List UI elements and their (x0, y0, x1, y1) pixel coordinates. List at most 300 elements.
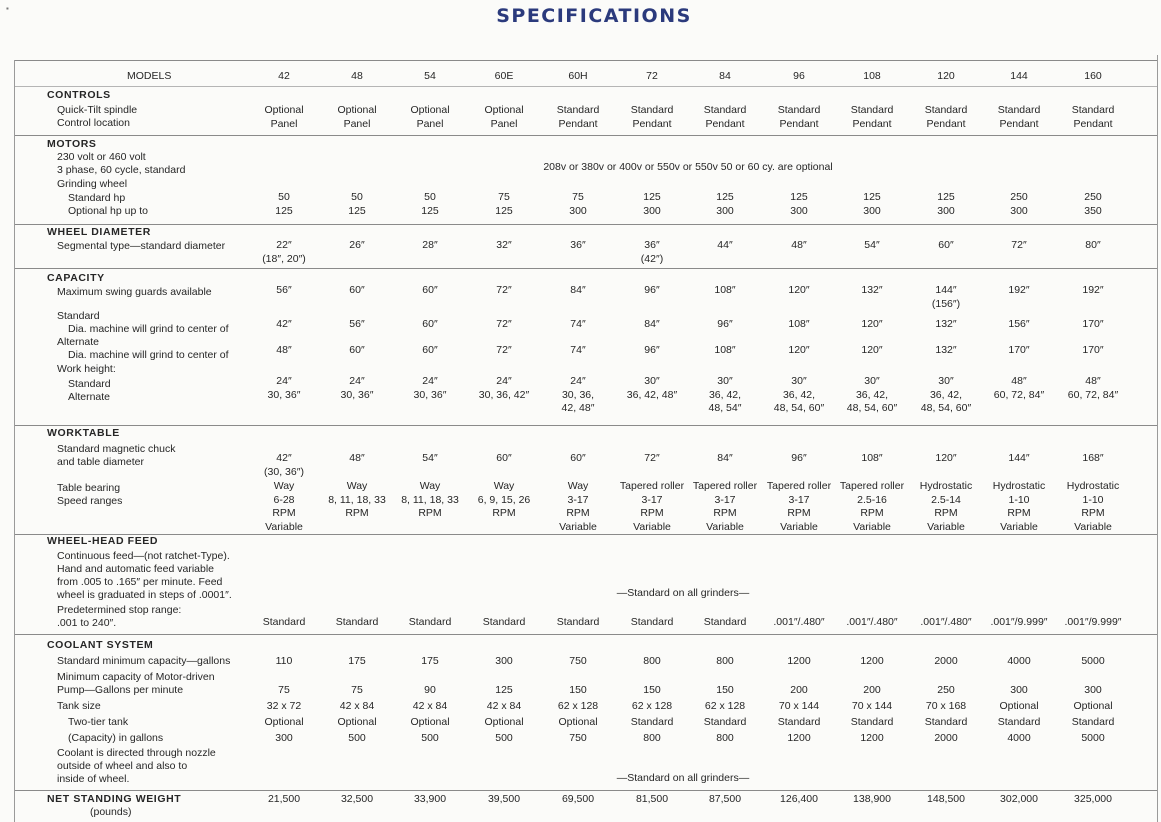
row-label: Standard minimum capacity—gallons (57, 655, 231, 667)
capacity-value-42: 42″ (276, 318, 292, 330)
capacity-value-96: 30″ (791, 375, 807, 387)
capacity-value-60H: 24″ (570, 375, 586, 387)
coolant-system-value-96: 70 x 144 (778, 700, 820, 712)
wheel-head-feed-value-60H: Standard (556, 616, 600, 628)
scan-mark: ▪ (6, 4, 9, 13)
motors-value-108: 125 (863, 191, 881, 203)
row-label: wheel is graduated in steps of .0001″. (57, 589, 232, 601)
row-divider (14, 790, 1157, 791)
section-title-motors: MOTORS (47, 138, 97, 150)
worktable-value-120: 120″ (935, 452, 957, 464)
row-label: Table bearing (57, 482, 121, 494)
table-border (1157, 55, 1158, 822)
capacity-value-120: 132″ (935, 318, 957, 330)
capacity-value-84: 48, 54″ (708, 402, 742, 414)
motors-value-72: 300 (643, 204, 661, 217)
worktable-value-144: 144″ (1008, 452, 1030, 464)
coolant-system-value-48: 500 (348, 732, 366, 744)
motors-value-120: 125 (937, 191, 955, 203)
model-header-108: 108 (863, 70, 881, 82)
controls-value-72: Pendant (632, 117, 672, 130)
coolant-system-value-72: 800 (643, 655, 661, 667)
coolant-system-value-42: 32 x 72 (266, 700, 302, 712)
wheel-head-feed-value-60E: Standard (482, 616, 526, 628)
coolant-system-value-72: Standard (630, 716, 674, 728)
worktable-value-144: Variable (1000, 520, 1038, 533)
row-label: Standard (57, 310, 100, 322)
capacity-value-42: 56″ (276, 284, 292, 296)
capacity-value-72: 30″ (644, 375, 660, 387)
row-label: Predetermined stop range: (57, 604, 182, 616)
coolant-system-value-96: 1200 (787, 655, 811, 667)
coolant-system-value-108: 1200 (860, 655, 884, 667)
coolant-system-value-54: 500 (421, 732, 439, 744)
wheel-head-feed-value-160: .001″/9.999″ (1064, 616, 1122, 628)
coolant-system-value-54: Optional (410, 716, 450, 728)
capacity-value-60H: 74″ (570, 344, 586, 356)
model-header-72: 72 (646, 70, 658, 82)
capacity-value-54: 60″ (422, 284, 438, 296)
row-label: Optional hp up to (68, 205, 148, 217)
capacity-value-84: 36, 42, (708, 388, 742, 401)
coolant-system-value-108: 200 (863, 684, 881, 696)
worktable-value-120: 2.5-14 (931, 493, 961, 506)
wheel-diameter-value-84: 44″ (717, 239, 733, 251)
capacity-value-108: 120″ (861, 318, 883, 330)
row-label: Dia. machine will grind to center of (68, 323, 229, 335)
controls-value-48: Panel (343, 117, 371, 130)
capacity-value-42: 48″ (276, 344, 292, 356)
capacity-value-48: 30, 36″ (340, 388, 374, 401)
wheel-diameter-value-144: 72″ (1011, 239, 1027, 251)
capacity-value-108: 30″ (864, 375, 880, 387)
motors-value-60H: 75 (572, 191, 584, 203)
motors-value-120: 300 (937, 204, 955, 217)
capacity-value-108: 120″ (861, 344, 883, 356)
controls-value-120: Standard (924, 104, 968, 116)
coolant-system-value-120: 2000 (934, 732, 958, 744)
coolant-system-value-60E: 500 (495, 732, 513, 744)
capacity-value-108: 36, 42, (855, 388, 889, 401)
spanning-note: —Standard on all grinders— (616, 772, 750, 784)
capacity-value-144: 170″ (1008, 344, 1030, 356)
capacity-value-120: 48, 54, 60″ (920, 402, 972, 414)
coolant-system-value-120: 2000 (934, 655, 958, 667)
motors-value-144: 300 (1010, 204, 1028, 217)
coolant-system-value-72: 150 (643, 684, 661, 696)
row-label: Quick-Tilt spindle (57, 104, 138, 116)
wheel-diameter-value-42: (18″, 20″) (262, 252, 306, 265)
row-divider (14, 86, 1157, 87)
row-label: .001 to 240″. (57, 617, 117, 629)
worktable-value-60E: 6, 9, 15, 26 (477, 493, 531, 506)
row-label: Speed ranges (57, 495, 123, 507)
controls-value-108: Standard (850, 104, 894, 116)
wheel-head-feed-value-48: Standard (335, 616, 379, 628)
capacity-value-42: 24″ (276, 375, 292, 387)
coolant-system-value-84: 800 (716, 655, 734, 667)
net-standing-weight-value-60E: 39,500 (487, 793, 521, 805)
capacity-value-54: 60″ (422, 318, 438, 330)
worktable-value-108: RPM (860, 507, 884, 519)
net-standing-weight-value-120: 148,500 (927, 793, 965, 805)
worktable-value-60E: Way (493, 480, 515, 492)
capacity-value-54: 24″ (422, 375, 438, 387)
coolant-system-value-84: 62 x 128 (704, 700, 746, 712)
motors-value-72: 125 (643, 191, 661, 203)
coolant-system-value-60E: 42 x 84 (486, 700, 522, 712)
models-header-label: MODELS (127, 70, 172, 82)
row-divider (14, 224, 1157, 225)
capacity-value-96: 120″ (788, 344, 810, 356)
coolant-system-value-108: 1200 (860, 732, 884, 744)
model-header-144: 144 (1010, 70, 1028, 82)
worktable-value-42: 42″ (276, 452, 292, 464)
wheel-head-feed-value-84: Standard (703, 616, 747, 628)
wheel-diameter-value-60H: 36″ (570, 239, 586, 251)
coolant-system-value-96: 200 (790, 684, 808, 696)
capacity-value-120: 132″ (935, 344, 957, 356)
row-divider (14, 634, 1157, 635)
row-label: Pump—Gallons per minute (57, 684, 184, 696)
coolant-system-value-48: Optional (337, 716, 377, 728)
capacity-value-96: 48, 54, 60″ (773, 402, 825, 414)
wheel-diameter-value-120: 60″ (938, 239, 954, 251)
net-standing-weight-value-160: 325,000 (1074, 793, 1112, 805)
coolant-system-value-42: 300 (275, 732, 293, 744)
capacity-value-72: 84″ (644, 318, 660, 330)
worktable-value-42: Way (273, 480, 295, 492)
coolant-system-value-60H: Optional (558, 716, 598, 728)
capacity-value-48: 60″ (349, 284, 365, 296)
capacity-value-72: 96″ (644, 344, 660, 356)
worktable-value-84: 3-17 (714, 493, 736, 506)
wheel-head-feed-value-96: .001″/.480″ (773, 616, 825, 628)
wheel-diameter-value-54: 28″ (422, 239, 438, 251)
net-standing-weight-value-54: 33,900 (413, 793, 447, 805)
row-divider (14, 534, 1157, 535)
coolant-system-value-144: 4000 (1007, 655, 1031, 667)
controls-value-54: Optional (410, 104, 450, 116)
capacity-value-120: 144″ (935, 284, 957, 296)
spanning-note: 208v or 380v or 400v or 550v or 550v 50 or 60 cy. are optional (543, 161, 833, 173)
row-label: Maximum swing guards available (57, 286, 212, 298)
row-label: Continuous feed—(not ratchet-Type). (57, 550, 230, 562)
worktable-value-96: 3-17 (788, 493, 810, 506)
worktable-value-84: Tapered roller (692, 480, 758, 492)
section-title-wheel-diameter: WHEEL DIAMETER (47, 226, 151, 238)
worktable-value-48: 8, 11, 18, 33 (328, 493, 386, 506)
capacity-value-84: 108″ (714, 284, 736, 296)
capacity-value-60H: 42, 48″ (561, 402, 595, 414)
capacity-value-60H: 30, 36, (561, 388, 595, 401)
motors-value-144: 250 (1010, 191, 1028, 203)
wheel-head-feed-value-144: .001″/9.999″ (990, 616, 1048, 628)
model-header-54: 54 (424, 70, 436, 82)
motors-value-48: 50 (351, 191, 363, 203)
motors-value-48: 125 (348, 204, 366, 217)
worktable-value-60H: 60″ (570, 452, 586, 464)
coolant-system-value-60H: 750 (569, 655, 587, 667)
capacity-value-108: 48, 54, 60″ (846, 402, 898, 414)
worktable-value-96: Variable (780, 520, 818, 533)
row-label: Alternate (68, 391, 111, 403)
coolant-system-value-42: Optional (264, 716, 304, 728)
coolant-system-value-144: Optional (999, 700, 1039, 712)
capacity-value-160: 170″ (1082, 344, 1104, 356)
controls-value-48: Optional (337, 104, 377, 116)
controls-value-84: Standard (703, 104, 747, 116)
row-label: Work height: (57, 363, 116, 375)
wheel-diameter-value-96: 48″ (791, 239, 807, 251)
coolant-system-value-60H: 750 (569, 732, 587, 744)
worktable-value-42: (30, 36″) (264, 465, 304, 478)
capacity-value-60H: 84″ (570, 284, 586, 296)
worktable-value-84: RPM (713, 507, 737, 519)
controls-value-72: Standard (630, 104, 674, 116)
row-label: Standard hp (68, 192, 126, 204)
worktable-value-72: Tapered roller (619, 480, 685, 492)
capacity-value-144: 60, 72, 84″ (993, 388, 1045, 401)
capacity-value-54: 60″ (422, 344, 438, 356)
wheel-diameter-value-108: 54″ (864, 239, 880, 251)
net-standing-weight-value-48: 32,500 (340, 793, 374, 805)
worktable-value-60H: Way (567, 480, 589, 492)
worktable-value-160: Variable (1074, 520, 1112, 533)
coolant-system-value-72: 62 x 128 (631, 700, 673, 712)
capacity-value-96: 108″ (788, 318, 810, 330)
model-header-120: 120 (937, 70, 955, 82)
row-label: 3 phase, 60 cycle, standard (57, 164, 186, 176)
row-label: Dia. machine will grind to center of (68, 349, 229, 361)
coolant-system-value-60E: 125 (495, 684, 513, 696)
capacity-value-96: 36, 42, (782, 388, 816, 401)
worktable-value-42: RPM (272, 507, 296, 519)
worktable-value-84: Variable (706, 520, 744, 533)
coolant-system-value-42: 75 (278, 684, 290, 696)
capacity-value-60E: 72″ (496, 344, 512, 356)
coolant-system-value-96: Standard (777, 716, 821, 728)
coolant-system-value-160: 5000 (1081, 655, 1105, 667)
controls-value-42: Optional (264, 104, 304, 116)
motors-value-84: 125 (716, 191, 734, 203)
coolant-system-value-160: 5000 (1081, 732, 1105, 744)
worktable-value-60E: RPM (492, 507, 516, 519)
worktable-value-60H: Variable (559, 520, 597, 533)
controls-value-160: Standard (1071, 104, 1115, 116)
worktable-value-54: 54″ (422, 452, 438, 464)
capacity-value-72: 36, 42, 48″ (626, 388, 678, 401)
capacity-value-96: 120″ (788, 284, 810, 296)
controls-value-54: Panel (416, 117, 444, 130)
worktable-value-108: 108″ (861, 452, 883, 464)
row-divider (14, 60, 1157, 61)
capacity-value-72: 96″ (644, 284, 660, 296)
controls-value-84: Pendant (705, 117, 745, 130)
coolant-system-value-160: Optional (1073, 700, 1113, 712)
worktable-value-54: Way (419, 480, 441, 492)
coolant-system-value-84: 800 (716, 732, 734, 744)
coolant-system-value-60H: 150 (569, 684, 587, 696)
wheel-head-feed-value-72: Standard (630, 616, 674, 628)
worktable-value-72: Variable (633, 520, 671, 533)
worktable-value-144: 1-10 (1008, 493, 1030, 506)
motors-value-54: 125 (421, 204, 439, 217)
section-title-net-standing-weight: NET STANDING WEIGHT (47, 793, 182, 805)
row-label: Grinding wheel (57, 178, 128, 190)
motors-value-108: 300 (863, 204, 881, 217)
capacity-value-54: 30, 36″ (413, 388, 447, 401)
coolant-system-value-96: 1200 (787, 732, 811, 744)
wheel-head-feed-value-108: .001″/.480″ (846, 616, 898, 628)
capacity-value-60E: 72″ (496, 318, 512, 330)
worktable-value-48: RPM (345, 507, 369, 519)
capacity-value-60E: 24″ (496, 375, 512, 387)
net-standing-weight-value-96: 126,400 (780, 793, 818, 805)
controls-value-60E: Optional (484, 104, 524, 116)
coolant-system-value-120: 70 x 168 (925, 700, 967, 712)
coolant-system-value-48: 75 (351, 684, 363, 696)
section-title-coolant-system: COOLANT SYSTEM (47, 639, 154, 651)
capacity-value-84: 108″ (714, 344, 736, 356)
coolant-system-value-144: Standard (997, 716, 1041, 728)
row-label: (pounds) (90, 806, 132, 818)
motors-value-96: 300 (790, 204, 808, 217)
capacity-value-48: 56″ (349, 318, 365, 330)
worktable-value-60H: RPM (566, 507, 590, 519)
capacity-value-48: 60″ (349, 344, 365, 356)
worktable-value-72: 3-17 (641, 493, 663, 506)
net-standing-weight-value-72: 81,500 (635, 793, 669, 805)
wheel-head-feed-value-54: Standard (408, 616, 452, 628)
wheel-diameter-value-48: 26″ (349, 239, 365, 251)
row-divider (14, 135, 1157, 136)
capacity-value-120: (156″) (931, 297, 961, 310)
capacity-value-160: 170″ (1082, 318, 1104, 330)
row-label: 230 volt or 460 volt (57, 151, 146, 163)
coolant-system-value-160: Standard (1071, 716, 1115, 728)
net-standing-weight-value-60H: 69,500 (561, 793, 595, 805)
row-label: Hand and automatic feed variable (57, 563, 215, 575)
capacity-value-120: 36, 42, (929, 388, 963, 401)
wheel-head-feed-value-120: .001″/.480″ (920, 616, 972, 628)
capacity-value-60H: 74″ (570, 318, 586, 330)
worktable-value-160: RPM (1081, 507, 1105, 519)
worktable-value-42: Variable (265, 520, 303, 533)
motors-value-60E: 75 (498, 191, 510, 203)
coolant-system-value-60E: Optional (484, 716, 524, 728)
row-label: and table diameter (57, 456, 144, 468)
capacity-value-84: 30″ (717, 375, 733, 387)
model-header-160: 160 (1084, 70, 1102, 82)
coolant-system-value-54: 90 (424, 684, 436, 696)
model-header-60H: 60H (568, 70, 588, 82)
coolant-system-value-84: Standard (703, 716, 747, 728)
wheel-diameter-value-42: 22″ (276, 239, 292, 251)
coolant-system-value-54: 175 (421, 655, 439, 667)
section-title-worktable: WORKTABLE (47, 427, 120, 439)
coolant-system-value-108: 70 x 144 (851, 700, 893, 712)
worktable-value-120: Hydrostatic (919, 480, 973, 492)
row-label: Two-tier tank (68, 716, 129, 728)
worktable-value-84: 84″ (717, 452, 733, 464)
worktable-value-96: RPM (787, 507, 811, 519)
controls-value-144: Pendant (999, 117, 1039, 130)
coolant-system-value-120: Standard (924, 716, 968, 728)
worktable-value-160: 168″ (1082, 452, 1104, 464)
coolant-system-value-84: 150 (716, 684, 734, 696)
motors-value-42: 125 (275, 204, 293, 217)
model-header-48: 48 (351, 70, 363, 82)
capacity-value-108: 132″ (861, 284, 883, 296)
controls-value-96: Standard (777, 104, 821, 116)
worktable-value-60H: 3-17 (567, 493, 589, 506)
capacity-value-120: 30″ (938, 375, 954, 387)
capacity-value-84: 96″ (717, 318, 733, 330)
row-label: Minimum capacity of Motor-driven (57, 671, 215, 683)
coolant-system-value-160: 300 (1084, 684, 1102, 696)
motors-value-42: 50 (278, 191, 290, 203)
motors-value-54: 50 (424, 191, 436, 203)
controls-value-120: Pendant (926, 117, 966, 130)
row-label: Standard (68, 378, 111, 390)
capacity-value-144: 156″ (1008, 318, 1030, 330)
coolant-system-value-108: Standard (850, 716, 894, 728)
coolant-system-value-60E: 300 (495, 655, 513, 667)
coolant-system-value-54: 42 x 84 (412, 700, 448, 712)
wheel-head-feed-value-42: Standard (262, 616, 306, 628)
worktable-value-60E: 60″ (496, 452, 512, 464)
spanning-note: —Standard on all grinders— (616, 587, 750, 599)
worktable-value-96: 96″ (791, 452, 807, 464)
motors-value-160: 350 (1084, 204, 1102, 217)
worktable-value-54: RPM (418, 507, 442, 519)
net-standing-weight-value-144: 302,000 (1000, 793, 1038, 805)
controls-value-42: Panel (270, 117, 298, 130)
worktable-value-108: Variable (853, 520, 891, 533)
model-header-84: 84 (719, 70, 731, 82)
row-label: Tank size (57, 700, 101, 712)
page-title: SPECIFICATIONS (496, 5, 692, 27)
worktable-value-108: Tapered roller (839, 480, 905, 492)
worktable-value-72: 72″ (644, 452, 660, 464)
worktable-value-42: 6-28 (273, 493, 295, 506)
motors-value-84: 300 (716, 204, 734, 217)
worktable-value-72: RPM (640, 507, 664, 519)
worktable-value-96: Tapered roller (766, 480, 832, 492)
section-title-wheel-head-feed: WHEEL-HEAD FEED (47, 535, 159, 547)
row-label: (Capacity) in gallons (68, 732, 164, 744)
row-label: outside of wheel and also to (57, 760, 188, 772)
capacity-value-42: 30, 36″ (267, 388, 301, 401)
coolant-system-value-48: 175 (348, 655, 366, 667)
controls-value-60H: Pendant (558, 117, 598, 130)
capacity-value-144: 48″ (1011, 375, 1027, 387)
row-label: Coolant is directed through nozzle (57, 747, 216, 759)
net-standing-weight-value-42: 21,500 (267, 793, 301, 805)
controls-value-108: Pendant (852, 117, 892, 130)
worktable-value-120: RPM (934, 507, 958, 519)
coolant-system-value-60H: 62 x 128 (557, 700, 599, 712)
capacity-value-60E: 72″ (496, 284, 512, 296)
motors-value-96: 125 (790, 191, 808, 203)
worktable-value-54: 8, 11, 18, 33 (401, 493, 459, 506)
row-divider (14, 425, 1157, 426)
capacity-value-160: 48″ (1085, 375, 1101, 387)
motors-value-60E: 125 (495, 204, 513, 217)
capacity-value-160: 192″ (1082, 284, 1104, 296)
row-label: inside of wheel. (57, 773, 130, 785)
